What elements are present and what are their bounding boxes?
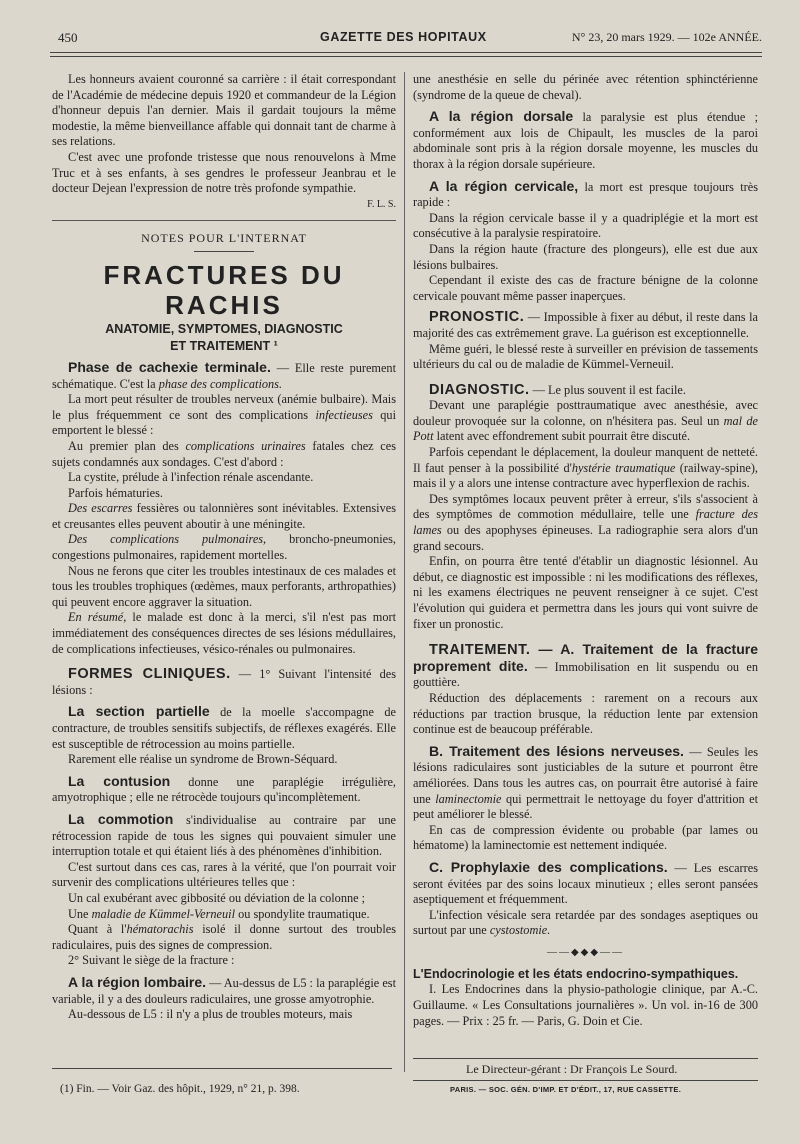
header-rule — [50, 52, 762, 53]
paragraph: A la région lombaire. — Au-dessus de L5 : la paraplégie est variable, il y a des douleurs radiculaires, une grosse amyotrophie. — [52, 973, 396, 1006]
journal-title: GAZETTE DES HOPITAUX — [320, 30, 487, 44]
paragraph: La section partielle de la moelle s'accompagne de contracture, de troubles sensitifs subjectifs, de réflexes exagérés. Elle est susceptible de rétrocession au moins partielle. — [52, 703, 396, 751]
section-heading: C. Prophylaxie des complications. — [429, 858, 668, 875]
paragraph: L'infection vésicale sera retardée par des sondages aseptiques ou surtout par une cystostomie. — [413, 907, 758, 938]
director-rule — [413, 1058, 758, 1059]
paragraph: B. Traitement des lésions nerveuses. — Seules les lésions radiculaires sont justiciables de la suture et pourront être améliorées. Dans tous les autres cas, on pourrait être autorisé à faire une laminectomie qui permettrait le nettoyage du foyer d'attrition et peut améliorer le blessé. — [413, 742, 758, 822]
paragraph: La contusion donne une paraplégie irrégulière, amyotrophique ; elle ne rétrocède toujours qu'incomplètement. — [52, 772, 396, 805]
paragraph: Rarement elle réalise un syndrome de Brown-Séquard. — [68, 752, 338, 767]
paragraph: Dans la région haute (fracture des plongeurs), elle est due aux lésions bulbaires. — [413, 241, 758, 272]
section-heading: La contusion — [68, 772, 171, 789]
paragraph: Parfois hématuries. — [68, 485, 163, 500]
obituary-signature: F. L. S. — [367, 198, 396, 210]
director-line: Le Directeur-gérant : Dr François Le Sourd. — [466, 1062, 678, 1076]
section-heading: TRAITEMENT. — [429, 642, 531, 659]
paragraph: C. Prophylaxie des complications. — Les escarres seront évitées par des soins locaux minutieux ; elles seront pansées aseptiquement et fréquemment. — [413, 858, 758, 907]
footnote: (1) Fin. — Voir Gaz. des hôpit., 1929, n° 21, p. 398. — [60, 1083, 300, 1095]
paragraph: Nous ne ferons que citer les troubles intestinaux de ces malades et tous les troubles trophiques (œdèmes, maux perforants, arthropathies) qui peuvent encore aggraver la situation. — [52, 563, 396, 609]
section-heading: La commotion — [68, 810, 174, 827]
book-review-entry: I. Les Endocrines dans la physio-pathologie clinique, par A.-C. Guillaume. « Les Consultations journalières ». Un vol. in-16 de 300 pages. — Prix : 25 fr. — Paris, G. Doin et Cie. — [413, 982, 758, 1028]
section-heading: A la région dorsale — [429, 108, 574, 125]
paragraph: TRAITEMENT. — A. Traitement de la fracture proprement dite. — Immobilisation en lit suspendu ou en gouttière. — [413, 641, 758, 690]
section-heading: A la région lombaire. — [68, 973, 206, 990]
paragraph: Des escarres fessières ou talonnières sont inévitables. Extensives et creusantes elles peuvent aboutir à une méningite. — [52, 501, 396, 531]
article-title: FRACTURES DU RACHIS — [103, 259, 345, 320]
paragraph: DIAGNOSTIC. — Le plus souvent il est facile. — [429, 381, 686, 398]
obituary-paragraph: Les honneurs avaient couronné sa carrière : il était correspondant de l'Académie de médecine depuis 1920 et commandeur de la Légion d'honneur depuis l'an dernier. Mais il gardait toujours la même modestie, la même bienveillance affable qui donnait tant de charme à ses relations. — [52, 72, 396, 149]
paragraph: En résumé, le malade est donc à la merci, s'il n'est pas mort immédiatement des conséquences directes de ses lésions médullaires, de complications infectieuses, vésico-rénales ou pulmonaires. — [52, 610, 396, 656]
paragraph: A la région dorsale la paralysie est plus étendue ; conformément aux lois de Chipault, les muscles de la paroi abdominale sont pris à la région dorsale moyenne, les muscles du thorax à la région dorsale supérieure. — [413, 108, 758, 171]
paragraph: Des complications pulmonaires, broncho-pneumonies, congestions pulmonaires, rapidement mortelles. — [52, 532, 396, 563]
paragraph: C'est surtout dans ces cas, rares à la vérité, que l'on pourrait voir survenir des complications ultérieures telles que : — [52, 859, 396, 890]
article-subtitle: ANATOMIE, SYMPTOMES, DIAGNOSTIC — [105, 321, 343, 336]
short-rule — [194, 251, 254, 252]
section-heading: B. Traitement des lésions nerveuses. — [429, 742, 684, 759]
paragraph: PRONOSTIC. — Impossible à fixer au début, il reste dans la majorité des cas extrêmement grave. La guérison est exceptionnelle. — [413, 309, 758, 340]
page-number: 450 — [58, 30, 78, 45]
section-heading: FORMES CLINIQUES. — [68, 666, 231, 683]
paragraph: La commotion s'individualise au contraire par une rétrocession rapide de tous les signes qui pouvaient simuler une interruption totale et qui étaient liés à des phénomènes d'inhibition. — [52, 810, 396, 859]
paragraph: Au-dessous de L5 : il n'y a plus de troubles moteurs, mais — [68, 1007, 353, 1022]
article-subtitle: ET TRAITEMENT ¹ — [170, 338, 278, 353]
obituary-paragraph: C'est avec une profonde tristesse que nous renouvelons à Mme Truc et à ses enfants, à ses gendres le professeur Jeanbrau et le docteur Dejean l'expression de notre très profonde sympathie. — [52, 149, 396, 196]
book-review-title: L'Endocrinologie et les états endocrino-sympathiques. — [413, 967, 739, 982]
paragraph: La cystite, prélude à l'infection rénale ascendante. — [68, 470, 314, 485]
right-column — [413, 72, 758, 1029]
section-heading: A la région cervicale, — [429, 177, 579, 194]
issue-info: N° 23, 20 mars 1929. — 102e ANNÉE. — [571, 30, 762, 44]
paragraph: La mort peut résulter de troubles nerveux (anémie bulbaire). Mais le plus fréquemment ce sont des complications infectieuses qui emportent le blessé : — [52, 392, 396, 438]
ornament-divider: ——◆◆◆—— — [546, 946, 625, 958]
footnote-rule — [52, 1068, 392, 1069]
printer-rule — [413, 1080, 758, 1081]
section-heading: DIAGNOSTIC. — [429, 381, 530, 398]
header-rule-2 — [50, 56, 762, 57]
running-header — [58, 30, 762, 50]
paragraph: Une maladie de Kümmel-Verneuil ou spondylite traumatique. — [68, 906, 370, 921]
section-label: NOTES POUR L'INTERNAT — [141, 231, 307, 246]
paragraph: Même guéri, le blessé reste à surveiller en prévision de tassements ultérieurs du cal ou de maladie de Kümmel-Verneuil. — [413, 341, 758, 372]
printer-line: PARIS. — SOC. GÉN. D'IMP. ET D'ÉDIT., 17, RUE CASSETTE. — [450, 1085, 682, 1094]
paragraph: Cependant il existe des cas de fracture bénigne de la colonne cervicale pouvant même passer inaperçues. — [413, 273, 758, 303]
paragraph: Parfois cependant le déplacement, la douleur manquent de netteté. Il faut penser à la possibilité d'hystérie traumatique (railway-spine), mais il y a alors une intense contracture avec hyperflexion de rachis. — [413, 445, 758, 491]
section-rule — [52, 220, 396, 221]
section-heading: Phase de cachexie terminale. — [68, 358, 271, 375]
paragraph: Quant à l'hématorachis isolé il donne surtout des troubles radiculaires, puis des signes de compression. — [52, 922, 396, 952]
paragraph: Un cal exubérant avec gibbosité ou déviation de la colonne ; — [68, 890, 366, 905]
paragraph: Dans la région cervicale basse il y a quadriplégie et la mort est consécutive à la paralysie respiratoire. — [413, 210, 758, 241]
paragraph: En cas de compression évidente ou probable (par lames ou hématome) la laminectomie est nettement indiquée. — [413, 822, 758, 853]
section-heading: La section partielle — [68, 703, 210, 720]
paragraph: Réduction des déplacements : rarement on a recours aux réductions par traction brusque, la réduction lente par extension continue est de beaucoup préférable. — [413, 690, 758, 737]
left-column — [52, 72, 396, 1023]
paragraph: Devant une paraplégie posttraumatique avec anesthésie, avec douleur provoquée sur la colonne, on n'hésitera pas. Seul un mal de Pott latent avec effondrement subit pourrait être discuté. — [413, 398, 758, 444]
paragraph: Enfin, on pourra être tenté d'établir un diagnostic lésionnel. Au début, ce diagnostic est impossible : ni les modifications des réflexes, ni les examens électriques ne peuvent renseigner à ce sujet. C'est l'évolution qui guidera et permettra dans les jours qui vont suivre de fixer un pronostic. — [413, 554, 758, 631]
paragraph: Phase de cachexie terminale. — Elle reste purement schématique. C'est la phase des complications. — [52, 358, 397, 391]
column-divider — [404, 72, 405, 1072]
paragraph: Des symptômes locaux peuvent prêter à erreur, s'ils s'associent à des symptômes de commotion médullaire, telle une fracture des lames ou des apophyses épineuses. La radiographie sera alors d'un grand secours. — [413, 491, 758, 553]
paragraph: FORMES CLINIQUES. — 1° Suivant l'intensité des lésions : — [52, 666, 396, 697]
section-heading: PRONOSTIC. — [429, 309, 525, 326]
paragraph: A la région cervicale, la mort est presque toujours très rapide : — [413, 177, 758, 210]
paragraph: Au premier plan des complications urinaires fatales chez ces sujets condamnés aux sondages. C'est d'abord : — [52, 438, 396, 469]
paragraph: une anesthésie en selle du périnée avec rétention sphinctérienne (syndrome de la queue de cheval). — [413, 72, 758, 102]
paragraph: 2° Suivant le siège de la fracture : — [68, 953, 235, 968]
